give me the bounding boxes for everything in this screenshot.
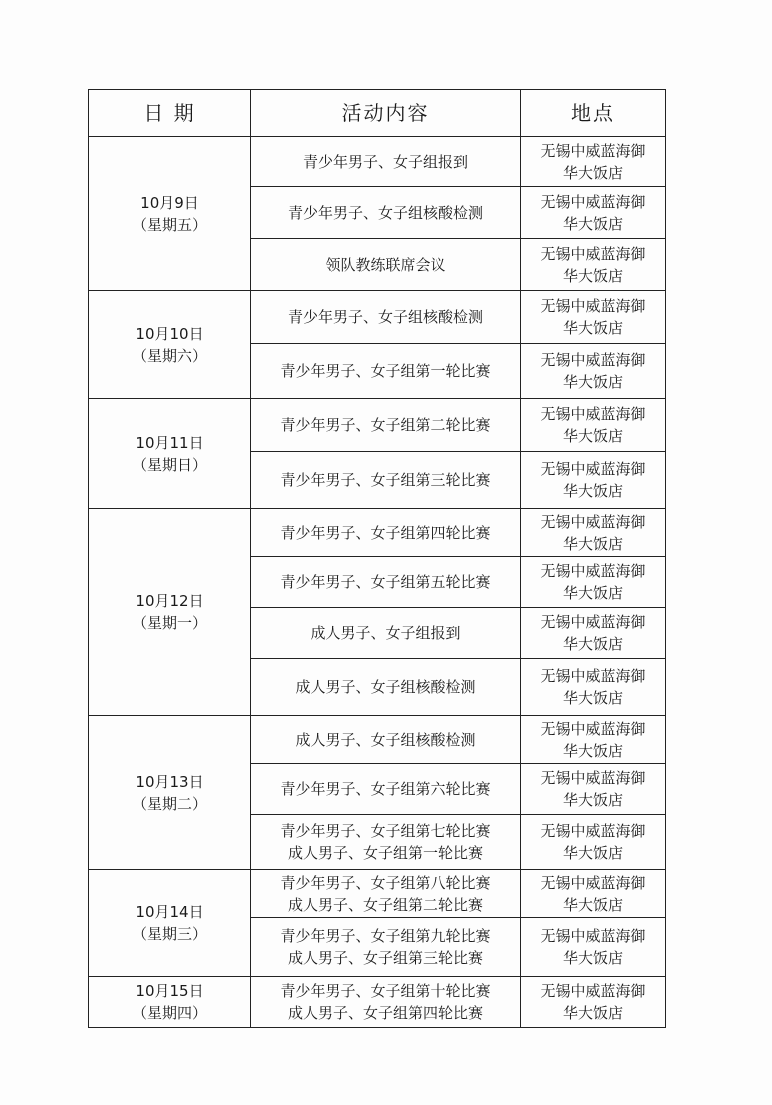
header-date: 日 期 bbox=[89, 90, 251, 137]
activity-text: 青少年男子、女子组第八轮比赛 bbox=[280, 873, 491, 892]
location-text: 无锡中威蓝海御 bbox=[540, 351, 646, 369]
location-text: 华大饭店 bbox=[562, 482, 623, 500]
location-text: 无锡中威蓝海御 bbox=[540, 192, 646, 211]
activity-cell bbox=[251, 291, 521, 344]
activity-text: 成人男子、女子组第四轮比赛 bbox=[287, 1004, 483, 1022]
location-cell bbox=[521, 716, 666, 764]
date-cell bbox=[89, 291, 251, 399]
location-cell bbox=[521, 344, 666, 399]
weekday-text: （星期二） bbox=[131, 794, 207, 813]
activity-cell bbox=[251, 399, 521, 452]
location-text: 无锡中威蓝海御 bbox=[540, 141, 646, 160]
location-text: 无锡中威蓝海御 bbox=[540, 822, 646, 840]
location-text: 华大饭店 bbox=[562, 1004, 623, 1022]
activity-cell bbox=[251, 977, 521, 1028]
activity-text: 青少年男子、女子组第七轮比赛 bbox=[280, 822, 491, 840]
activity-cell bbox=[251, 509, 521, 557]
location-text: 华大饭店 bbox=[562, 949, 623, 967]
date-cell bbox=[89, 977, 251, 1028]
location-text: 华大饭店 bbox=[562, 373, 623, 391]
location-text: 无锡中威蓝海御 bbox=[540, 405, 646, 423]
location-text: 无锡中威蓝海御 bbox=[540, 512, 646, 531]
activity-text: 青少年男子、女子组第四轮比赛 bbox=[280, 523, 491, 542]
activity-text: 成人男子、女子组核酸检测 bbox=[295, 730, 476, 749]
location-text: 华大饭店 bbox=[562, 266, 623, 285]
location-text: 无锡中威蓝海御 bbox=[540, 769, 646, 787]
activity-cell bbox=[251, 716, 521, 764]
schedule-table bbox=[88, 89, 666, 1028]
location-text: 无锡中威蓝海御 bbox=[540, 719, 646, 738]
date-cell bbox=[89, 716, 251, 870]
location-cell bbox=[521, 557, 666, 608]
location-text: 无锡中威蓝海御 bbox=[540, 244, 646, 263]
weekday-text: （星期一） bbox=[131, 614, 207, 632]
activity-text: 青少年男子、女子组报到 bbox=[302, 152, 468, 171]
header-activity: 活动内容 bbox=[251, 90, 521, 137]
weekday-text: （星期四） bbox=[131, 1004, 207, 1022]
date-cell bbox=[89, 870, 251, 977]
location-cell bbox=[521, 399, 666, 452]
date-text: 10月10日 bbox=[135, 324, 204, 343]
activity-text: 领队教练联席会议 bbox=[325, 255, 446, 274]
activity-cell bbox=[251, 608, 521, 659]
table-row bbox=[89, 399, 666, 452]
table-row bbox=[89, 870, 666, 918]
activity-text: 青少年男子、女子组第二轮比赛 bbox=[280, 416, 491, 434]
activity-text: 成人男子、女子组报到 bbox=[310, 624, 461, 642]
location-text: 无锡中威蓝海御 bbox=[540, 873, 646, 892]
location-text: 华大饭店 bbox=[562, 635, 623, 653]
location-text: 无锡中威蓝海御 bbox=[540, 562, 646, 580]
location-cell bbox=[521, 977, 666, 1028]
location-cell bbox=[521, 764, 666, 815]
activity-cell bbox=[251, 239, 521, 291]
activity-cell bbox=[251, 659, 521, 716]
activity-text: 青少年男子、女子组第三轮比赛 bbox=[280, 471, 491, 489]
activity-cell bbox=[251, 137, 521, 187]
weekday-text: （星期日） bbox=[131, 455, 207, 474]
location-cell bbox=[521, 239, 666, 291]
location-cell bbox=[521, 815, 666, 870]
location-cell bbox=[521, 918, 666, 977]
table-row bbox=[89, 977, 666, 1028]
activity-text: 成人男子、女子组第二轮比赛 bbox=[287, 895, 483, 914]
date-cell bbox=[89, 509, 251, 716]
activity-cell bbox=[251, 452, 521, 509]
location-cell bbox=[521, 870, 666, 918]
activity-cell bbox=[251, 918, 521, 977]
location-cell bbox=[521, 187, 666, 239]
schedule-body bbox=[89, 137, 666, 1028]
location-cell bbox=[521, 608, 666, 659]
date-cell bbox=[89, 137, 251, 291]
location-text: 华大饭店 bbox=[562, 427, 623, 445]
location-text: 华大饭店 bbox=[562, 895, 623, 914]
activity-text: 青少年男子、女子组第五轮比赛 bbox=[280, 573, 491, 591]
activity-text: 青少年男子、女子组核酸检测 bbox=[287, 203, 483, 222]
date-text: 10月13日 bbox=[135, 772, 204, 791]
activity-cell bbox=[251, 557, 521, 608]
location-text: 华大饭店 bbox=[562, 741, 623, 760]
location-text: 无锡中威蓝海御 bbox=[540, 613, 646, 631]
activity-cell bbox=[251, 187, 521, 239]
location-text: 华大饭店 bbox=[562, 163, 623, 182]
activity-cell bbox=[251, 815, 521, 870]
location-cell bbox=[521, 291, 666, 344]
weekday-text: （星期六） bbox=[131, 346, 207, 365]
location-text: 无锡中威蓝海御 bbox=[540, 982, 646, 1000]
location-text: 华大饭店 bbox=[562, 689, 623, 707]
location-text: 华大饭店 bbox=[562, 584, 623, 602]
header-location: 地点 bbox=[521, 90, 666, 137]
location-text: 无锡中威蓝海御 bbox=[540, 297, 646, 315]
date-text: 10月14日 bbox=[135, 903, 204, 921]
location-text: 华大饭店 bbox=[562, 844, 623, 862]
date-text: 10月12日 bbox=[135, 592, 204, 610]
activity-text: 青少年男子、女子组第六轮比赛 bbox=[280, 780, 491, 798]
activity-text: 青少年男子、女子组第九轮比赛 bbox=[280, 927, 491, 945]
location-text: 华大饭店 bbox=[562, 534, 623, 553]
activity-text: 青少年男子、女子组第十轮比赛 bbox=[280, 982, 491, 1000]
location-cell bbox=[521, 137, 666, 187]
table-row bbox=[89, 509, 666, 557]
date-cell bbox=[89, 399, 251, 509]
location-cell bbox=[521, 452, 666, 509]
date-text: 10月11日 bbox=[135, 433, 204, 452]
weekday-text: （星期五） bbox=[131, 215, 207, 234]
location-text: 华大饭店 bbox=[562, 319, 623, 337]
location-cell bbox=[521, 509, 666, 557]
table-row bbox=[89, 137, 666, 187]
activity-text: 成人男子、女子组核酸检测 bbox=[295, 678, 476, 696]
location-cell bbox=[521, 659, 666, 716]
date-text: 10月15日 bbox=[135, 982, 204, 1000]
weekday-text: （星期三） bbox=[131, 925, 207, 943]
location-text: 华大饭店 bbox=[562, 214, 623, 233]
activity-text: 成人男子、女子组第三轮比赛 bbox=[287, 949, 483, 967]
activity-text: 青少年男子、女子组核酸检测 bbox=[287, 308, 483, 326]
table-row bbox=[89, 291, 666, 344]
table-header-row bbox=[89, 90, 666, 137]
activity-cell bbox=[251, 344, 521, 399]
activity-text: 成人男子、女子组第一轮比赛 bbox=[287, 844, 483, 862]
date-text: 10月9日 bbox=[140, 193, 199, 212]
location-text: 无锡中威蓝海御 bbox=[540, 667, 646, 685]
activity-text: 青少年男子、女子组第一轮比赛 bbox=[280, 362, 491, 380]
location-text: 无锡中威蓝海御 bbox=[540, 460, 646, 478]
location-text: 华大饭店 bbox=[562, 791, 623, 809]
table-row bbox=[89, 716, 666, 764]
activity-cell bbox=[251, 870, 521, 918]
location-text: 无锡中威蓝海御 bbox=[540, 927, 646, 945]
activity-cell bbox=[251, 764, 521, 815]
